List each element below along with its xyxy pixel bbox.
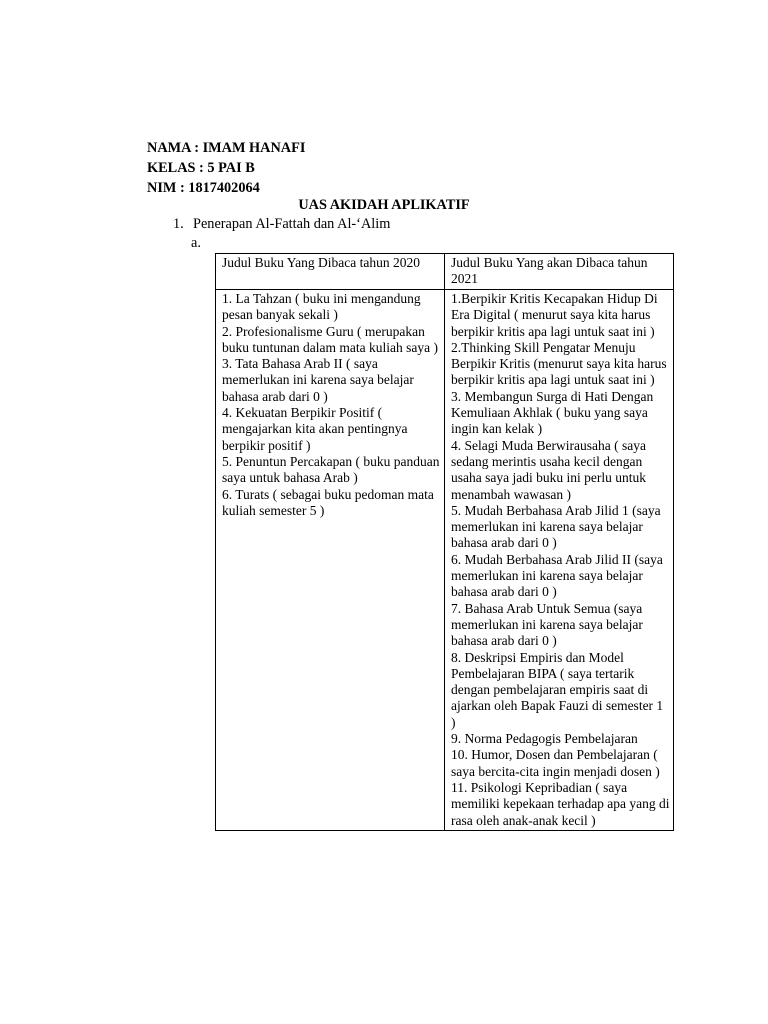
books-table (215, 253, 674, 831)
student-name: NAMA : IMAM HANAFI (147, 140, 306, 156)
student-nim: NIM : 1817402064 (147, 180, 260, 196)
books-2020-cell (216, 290, 445, 831)
question-number: 1. (173, 216, 184, 232)
book-2021-1: 1.Berpikir Kritis Kecapakan Hidup Di Era Digital ( menurut saya kita harus berpikir kritis apa lagi untuk saat ini ) (451, 291, 658, 339)
book-2021-6: 6. Mudah Berbahasa Arab Jilid II (saya memerlukan ini karena saya belajar bahasa arab dari 0 ) (451, 551, 663, 600)
book-2020-5: 5. Penuntun Percakapan ( buku panduan saya untuk bahasa Arab ) (222, 453, 440, 486)
book-2021-5: 5. Mudah Berbahasa Arab Jilid 1 (saya memerlukan ini karena saya belajar bahasa arab dari 0 ) (451, 502, 661, 551)
book-2021-11: 11. Psikologi Kepribadian ( saya memiliki kepekaan terhadap apa yang di rasa oleh anak-anak kecil ) (451, 779, 670, 828)
header-2020: Judul Buku Yang Dibaca tahun 2020 (216, 254, 445, 290)
table-header-row (216, 254, 674, 290)
book-2020-2: 2. Profesionalisme Guru ( merupakan buku tuntunan dalam mata kuliah saya ) (222, 323, 438, 355)
sub-question-label: a. (191, 235, 201, 251)
book-2021-7: 7. Bahasa Arab Untuk Semua (saya memerlukan ini karena saya belajar bahasa arab dari 0 ) (451, 600, 643, 649)
book-2021-2: 2.Thinking Skill Pengatar Menuju Berpikir Kritis (menurut saya kita harus berpikir kritis apa lagi untuk saat ini ) (451, 339, 667, 388)
student-info (147, 138, 305, 198)
document-title: UAS AKIDAH APLIKATIF (298, 197, 470, 213)
books-2021-cell (445, 290, 674, 831)
header-2021: Judul Buku Yang akan Dibaca tahun 2021 (445, 254, 674, 290)
question-1 (173, 215, 390, 233)
book-2021-8: 8. Deskripsi Empiris dan Model Pembelajaran BIPA ( saya tertarik dengan pembelajaran empiris saat di ajarkan oleh Bapak Fauzi di semester 1 ) (451, 649, 664, 730)
book-2021-3: 3. Membangun Surga di Hati Dengan Kemuliaan Akhlak ( buku yang saya ingin kan kelak ) (451, 388, 654, 437)
book-2021-10: 10. Humor, Dosen dan Pembelajaran ( saya bercita-cita ingin menjadi dosen ) (451, 747, 660, 779)
book-2020-3: 3. Tata Bahasa Arab II ( saya memerlukan ini karena saya belajar bahasa arab dari 0 ) (222, 356, 414, 404)
book-2021-4: 4. Selagi Muda Berwirausaha ( saya sedang merintis usaha kecil dengan usaha saya jadi buku ini perlu untuk menambah wawasan ) (451, 437, 646, 502)
book-2020-6: 6. Turats ( sebagai buku pedoman mata kuliah semester 5 ) (222, 486, 434, 518)
book-2020-4: 4. Kekuatan Berpikir Positif ( mengajarkan kita akan pentingnya berpikir positif ) (222, 405, 408, 453)
book-2020-1: 1. La Tahzan ( buku ini mengandung pesan banyak sekali ) (222, 291, 421, 323)
table-row (216, 290, 674, 831)
book-2021-9: 9. Norma Pedagogis Pembelajaran (451, 731, 638, 747)
student-class: KELAS : 5 PAI B (147, 160, 255, 176)
question-text: Penerapan Al-Fattah dan Al-‘Alim (193, 216, 391, 232)
